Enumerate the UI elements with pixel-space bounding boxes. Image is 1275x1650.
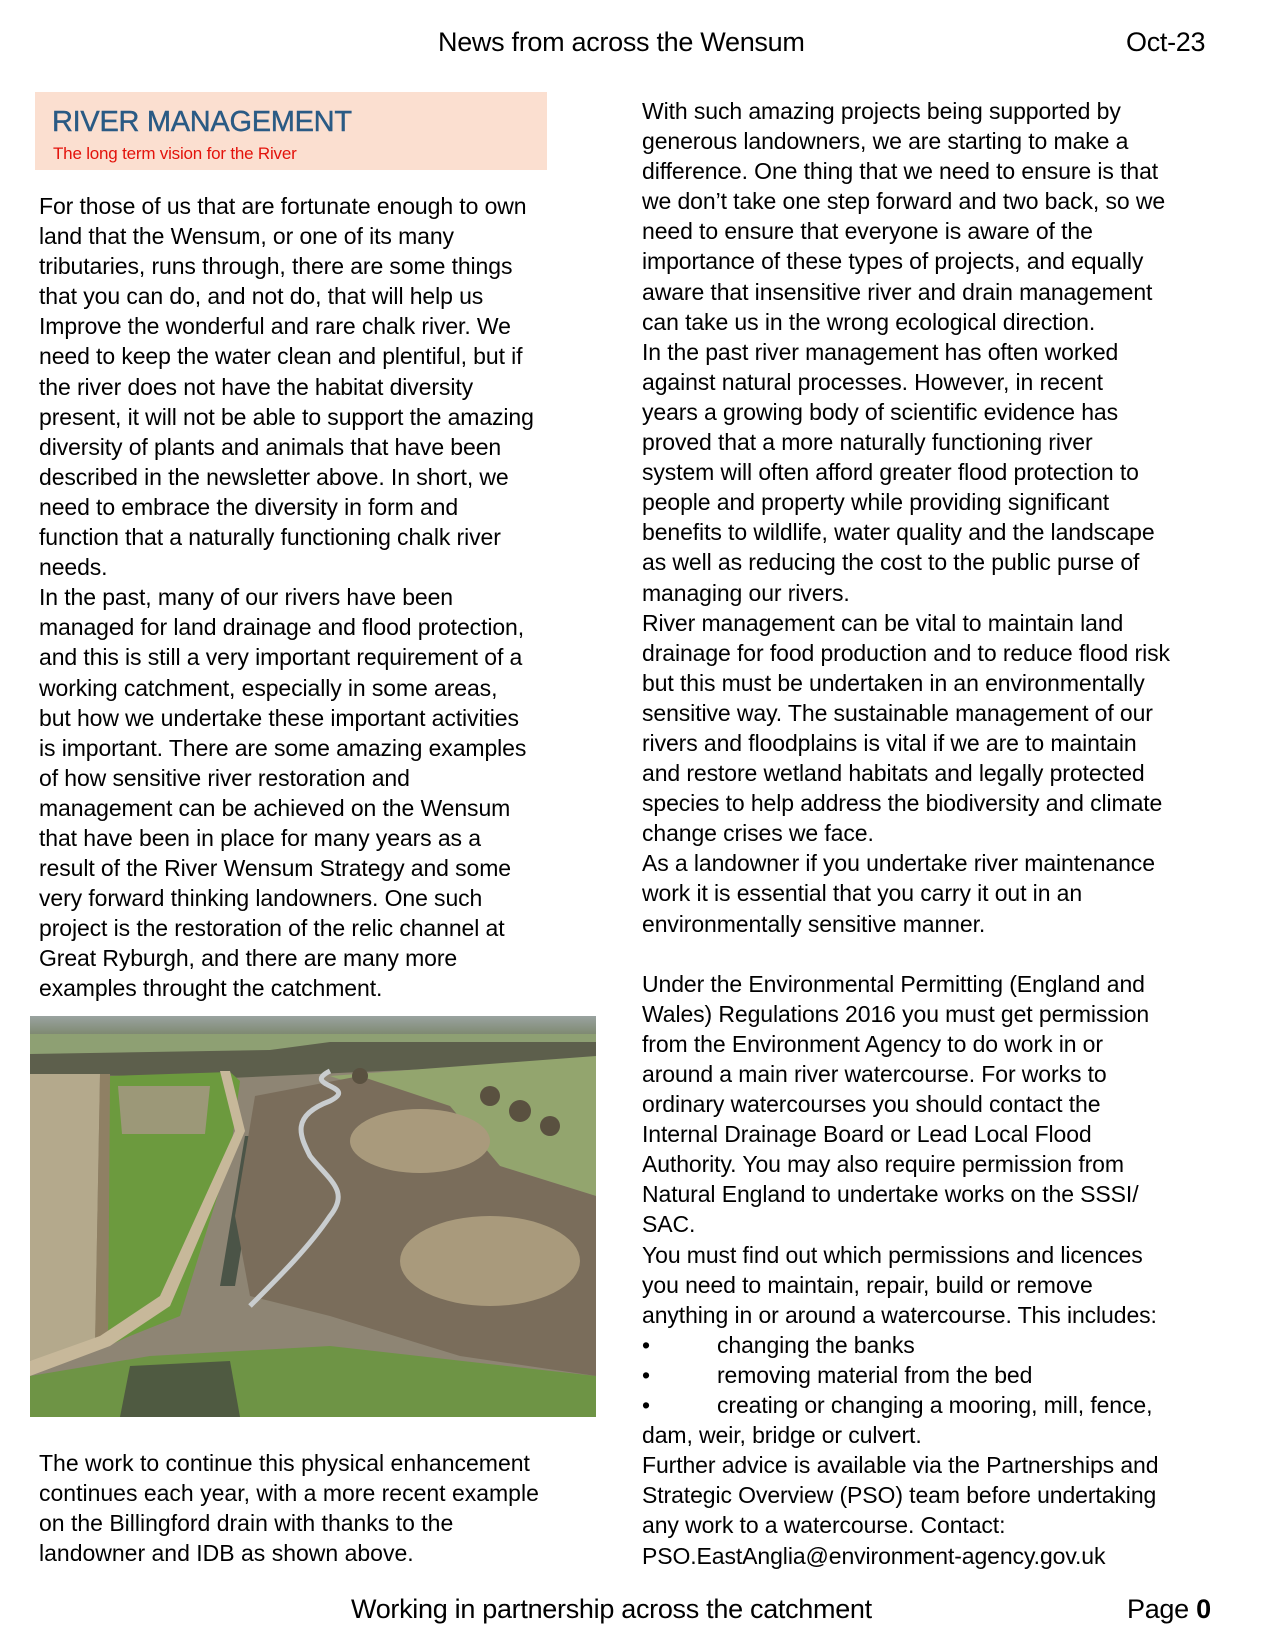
caption-line: continues each year, with a more recent example	[39, 1480, 539, 1507]
text-line: dam, weir, bridge or culvert.	[642, 1422, 922, 1449]
text-line: ordinary watercourses you should contact the	[642, 1091, 1101, 1118]
text-line: very forward thinking landowners. One such	[39, 885, 483, 912]
text-line: diversity of plants and animals that have been	[39, 433, 502, 460]
text-line: examples throught the catchment.	[39, 975, 383, 1002]
text-line: any work to a watercourse. Contact:	[642, 1512, 1006, 1539]
text-line: With such amazing projects being supported by	[642, 98, 1121, 124]
text-line: generous landowners, we are starting to make a	[642, 128, 1129, 155]
text-line: For those of us that are fortunate enough to own	[39, 193, 527, 219]
section-title: RIVER MANAGEMENT	[52, 106, 352, 138]
text-line: function that a naturally functioning chalk river	[39, 524, 501, 551]
list-item-text: creating or changing a mooring, mill, fence,	[717, 1392, 1153, 1419]
text-line: drainage for food production and to reduce flood risk	[642, 639, 1170, 666]
text-line: Strategic Overview (PSO) team before undertaking	[642, 1482, 1157, 1509]
text-line: Natural England to undertake works on the SSSI/	[642, 1181, 1139, 1208]
text-line: tributaries, runs through, there are some things	[39, 253, 513, 280]
text-line: needs.	[39, 554, 108, 581]
text-line: and restore wetland habitats and legally protected	[642, 760, 1145, 787]
text-line: system will often afford greater flood protection to	[642, 459, 1139, 486]
caption-line: The work to continue this physical enhancement	[39, 1450, 530, 1476]
footer-tagline: Working in partnership across the catchment	[351, 1594, 872, 1624]
list-item	[642, 1330, 1242, 1360]
text-line: Wales) Regulations 2016 you must get permission	[642, 1000, 1150, 1027]
text-line: As a landowner if you undertake river maintenance	[642, 850, 1155, 877]
text-line: and this is still a very important requirement of a	[39, 644, 523, 671]
text-line: described in the newsletter above. In short, we	[39, 463, 509, 490]
bullet-icon: •	[642, 1392, 650, 1419]
text-line: benefits to wildlife, water quality and the landscape	[642, 519, 1155, 546]
photo-illustration	[30, 1016, 596, 1417]
text-line: species to help address the biodiversity and climate	[642, 790, 1163, 817]
text-line: importance of these types of projects, and equally	[642, 248, 1144, 275]
text-line: land that the Wensum, or one of its many	[39, 223, 454, 250]
list-item	[642, 1360, 1242, 1390]
text-line: In the past, many of our rivers have been	[39, 584, 453, 611]
text-line: is important. There are some amazing examples	[39, 734, 527, 761]
text-line: project is the restoration of the relic channel at	[39, 915, 505, 942]
text-line: can take us in the wrong ecological direction.	[642, 308, 1096, 335]
text-line: people and property while providing significant	[642, 489, 1110, 516]
contact-email[interactable]: PSO.EastAnglia@environment-agency.gov.uk	[642, 1542, 1106, 1569]
text-line: result of the River Wensum Strategy and some	[39, 855, 511, 882]
page-number	[1127, 1594, 1211, 1625]
right-column-article	[642, 96, 1242, 1571]
section-banner	[35, 92, 547, 170]
text-line: from the Environment Agency to do work in or	[642, 1030, 1103, 1057]
text-line: Great Ryburgh, and there are many more	[39, 945, 458, 972]
page-number-value: 0	[1196, 1594, 1211, 1624]
text-line: but how we undertake these important activities	[39, 704, 519, 731]
text-line: difference. One thing that we need to ensure is that	[642, 158, 1159, 185]
text-line: change crises we face.	[642, 820, 874, 847]
text-line: that have been in place for many years as a	[39, 824, 481, 851]
text-line: of how sensitive river restoration and	[39, 764, 410, 791]
text-line: You must find out which permissions and licences	[642, 1241, 1143, 1268]
text-line: need to keep the water clean and plentiful, but if	[39, 343, 523, 370]
text-line: we don’t take one step forward and two back, so we	[642, 188, 1166, 215]
page-label: Page	[1127, 1594, 1189, 1624]
text-line: proved that a more naturally functioning river	[642, 429, 1093, 456]
text-line: anything in or around a watercourse. This includes:	[642, 1301, 1157, 1328]
text-line: around a main river watercourse. For works to	[642, 1061, 1107, 1087]
text-line: years a growing body of scientific evidence has	[642, 398, 1119, 425]
text-line: need to embrace the diversity in form and	[39, 493, 459, 520]
text-line: you need to maintain, repair, build or remove	[642, 1271, 1093, 1298]
text-line: sensitive way. The sustainable management of our	[642, 699, 1153, 726]
text-line: rivers and floodplains is vital if we are to maintain	[642, 729, 1137, 756]
text-line: Improve the wonderful and rare chalk river. We	[39, 313, 511, 340]
text-line: work it is essential that you carry it out in an	[642, 880, 1083, 907]
list-item-text: removing material from the bed	[717, 1361, 1033, 1388]
text-line: Internal Drainage Board or Lead Local Flood	[642, 1121, 1092, 1148]
caption-line: landowner and IDB as shown above.	[39, 1540, 414, 1567]
text-line: the river does not have the habitat diversity	[39, 373, 474, 400]
list-item-text: changing the banks	[717, 1331, 915, 1358]
photo-caption	[39, 1448, 599, 1568]
bullet-icon: •	[642, 1361, 650, 1388]
bullet-icon: •	[642, 1331, 650, 1358]
text-line: Under the Environmental Permitting (England and	[642, 970, 1145, 997]
section-subtitle: The long term vision for the River	[53, 144, 297, 163]
text-line: Further advice is available via the Partnerships and	[642, 1452, 1159, 1479]
text-line: present, it will not be able to support the amazing	[39, 403, 534, 430]
text-line: but this must be undertaken in an environmentally	[642, 669, 1145, 696]
caption-line: on the Billingford drain with thanks to the	[39, 1510, 454, 1537]
aerial-river-photo	[30, 1016, 596, 1417]
text-line: working catchment, especially in some areas,	[39, 674, 498, 701]
list-item	[642, 1390, 1242, 1420]
text-line: managed for land drainage and flood protection,	[39, 614, 525, 641]
text-line: SAC.	[642, 1211, 696, 1238]
text-line: environmentally sensitive manner.	[642, 910, 986, 937]
text-line: against natural processes. However, in recent	[642, 368, 1103, 395]
newsletter-title: News from across the Wensum	[438, 27, 805, 57]
text-line: aware that insensitive river and drain management	[642, 278, 1153, 305]
issue-date: Oct-23	[1126, 27, 1206, 57]
text-line: managing our rivers.	[642, 579, 850, 606]
paragraph-spacer	[642, 939, 1242, 969]
text-line: management can be achieved on the Wensum	[39, 794, 511, 821]
text-line: River management can be vital to maintain land	[642, 609, 1124, 636]
text-line: as well as reducing the cost to the public purse of	[642, 549, 1140, 576]
text-line: In the past river management has often worked	[642, 338, 1119, 365]
left-column-article	[39, 191, 599, 1004]
text-line: Authority. You may also require permission from	[642, 1151, 1124, 1178]
text-line: need to ensure that everyone is aware of the	[642, 218, 1093, 245]
text-line: that you can do, and not do, that will help us	[39, 283, 484, 310]
